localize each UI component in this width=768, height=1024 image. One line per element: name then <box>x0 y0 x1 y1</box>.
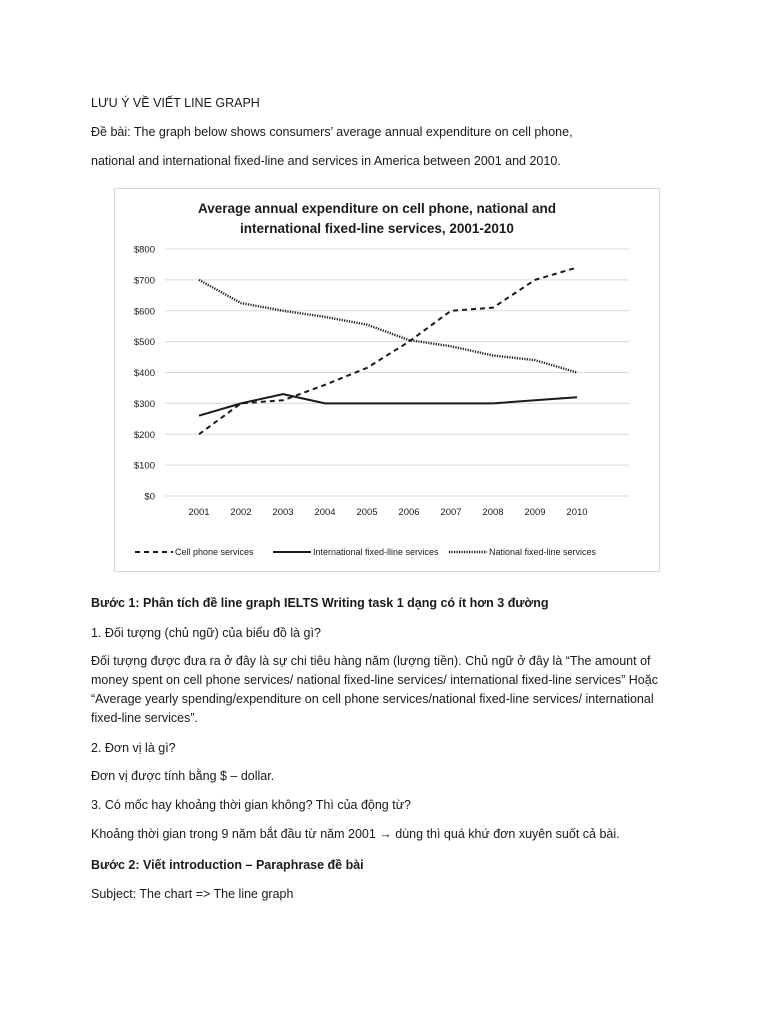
chart-series <box>199 268 577 435</box>
x-tick-label: 2003 <box>272 507 294 518</box>
y-tick-label: $800 <box>133 244 155 256</box>
legend-label: International fixed-lline services <box>313 547 439 557</box>
y-tick-label: $100 <box>133 460 155 472</box>
step1-question-3: 3. Có mốc hay khoảng thời gian không? Thì của động từ? <box>91 798 412 812</box>
step1-answer-1: Đối tượng được đưa ra ở đây là sự chi tiêu hàng năm (lượng tiền). Chủ ngữ ở đây là “The amount of money spent on cell phone services/ national fixed-line services/ international fixed-line services” Hoặc “Average yearly spending/expenditure on cell phone services/national fixed-line services/ international fixed-line services”. <box>91 654 658 725</box>
x-tick-label: 2005 <box>356 507 378 518</box>
x-tick-label: 2002 <box>230 507 252 518</box>
y-tick-label: $600 <box>133 306 155 318</box>
step1-title: Bước 1: Phân tích đề line graph IELTS Writing task 1 dạng có ít hơn 3 đường <box>91 596 549 610</box>
x-tick-label: 2009 <box>524 507 546 518</box>
x-tick-label: 2006 <box>398 507 420 518</box>
y-tick-label: $200 <box>133 429 155 441</box>
x-tick-label: 2001 <box>188 507 210 518</box>
x-axis-ticks <box>188 507 587 518</box>
prompt-line-1: Đề bài: The graph below shows consumers’ average annual expenditure on cell phone, <box>91 125 573 139</box>
legend-label: Cell phone services <box>175 547 254 557</box>
x-tick-label: 2004 <box>314 507 336 518</box>
chart-title-line-1: Average annual expenditure on cell phone, national and <box>197 201 557 216</box>
series-line-dashed <box>199 268 577 435</box>
y-tick-label: $400 <box>133 368 155 379</box>
step2-subject: Subject: The chart => The line graph <box>91 887 294 901</box>
x-tick-label: 2008 <box>482 507 504 518</box>
step1-answer-3: Khoảng thời gian trong 9 năm bắt đầu từ năm 2001 → dùng thì quá khứ đơn xuyên suốt cả bài. <box>91 827 620 841</box>
legend-label: National fixed-line services <box>489 547 597 557</box>
x-tick-label: 2007 <box>440 507 462 518</box>
chart-title-line-2: international fixed-line services, 2001-2010 <box>240 221 514 236</box>
y-tick-label: $0 <box>144 491 155 503</box>
y-tick-label: $700 <box>133 275 155 287</box>
step1-answer-2: Đơn vị được tính bằng $ – dollar. <box>91 769 275 783</box>
chart-canvas <box>115 189 659 571</box>
step1-question-1: 1. Đối tượng (chủ ngữ) của biểu đồ là gì? <box>91 626 321 640</box>
series-line-solid <box>199 394 577 416</box>
step1-question-2: 2. Đơn vị là gì? <box>91 741 176 755</box>
series-line-dotted <box>199 280 577 373</box>
prompt-line-2: national and international fixed-line and services in America between 2001 and 2010. <box>91 154 561 168</box>
chart-legend <box>135 547 597 557</box>
y-tick-label: $500 <box>133 337 155 349</box>
page-heading: LƯU Ý VỀ VIẾT LINE GRAPH <box>91 96 260 110</box>
line-chart <box>114 188 660 572</box>
chart-grid <box>134 245 629 503</box>
x-tick-label: 2010 <box>566 507 588 518</box>
step2-title: Bước 2: Viết introduction – Paraphrase đề bài <box>91 858 364 872</box>
y-tick-label: $300 <box>133 398 155 410</box>
